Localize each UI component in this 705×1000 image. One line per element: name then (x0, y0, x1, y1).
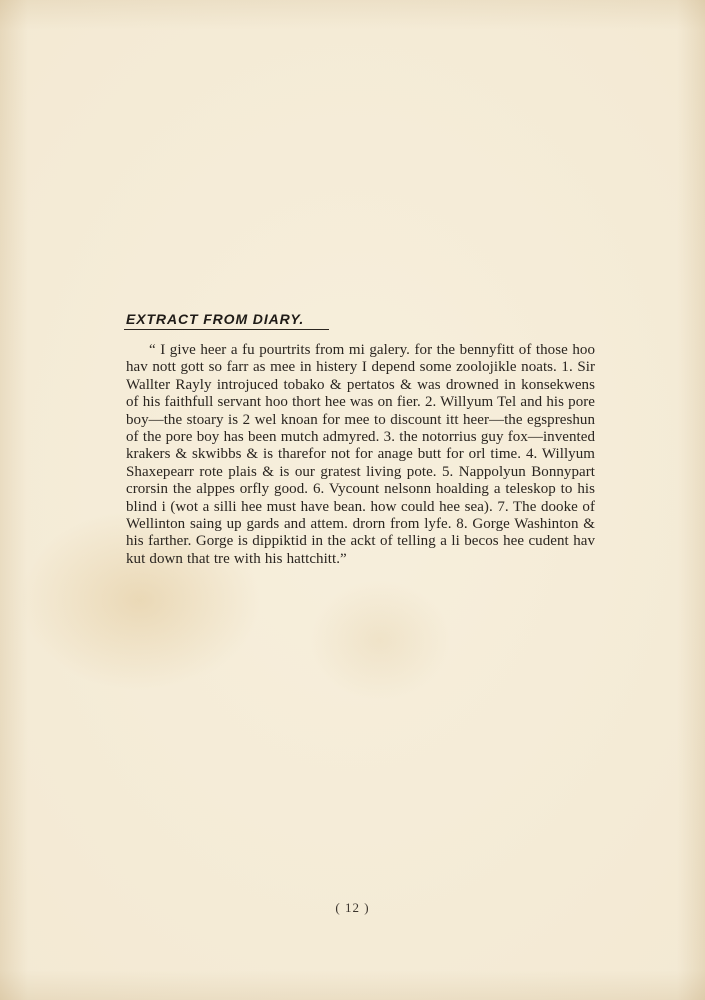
heading-underline (124, 329, 329, 330)
page-number: ( 12 ) (335, 900, 370, 915)
page-heading: EXTRACT FROM DIARY. (126, 311, 305, 327)
diary-extract-text: “ I give heer a fu pourtrits from mi galery. for the bennyfitt of those hoo hav nott gott so farr as mee in histery I depend some zoolojikle noats. 1. Sir Wallter Rayly introjuced tobako & pertatos & was drowned in konsekwens of his faithfull servant hoo thort hee was on fier. 2. Willyum Tel and his pore boy—the stoary is 2 wel knoan for mee to discount itt heer—the egspreshun of the pore boy has been mutch admyred. 3. the notorrius guy fox—invented krakers & skwibbs & is tharefor not for anage butt for orl time. 4. Willyum Shaxepearr rote plais & is our gratest living pote. 5. Nappolyun Bonnypart crorsin the alppes orfly good. 6. Vycount nelsonn hoalding a teleskop to his blind i (wot a silli hee must have bean. how could hee sea). 7. The dooke of Wellinton saing up gards and attem. drorn from lyfe. 8. Gorge Washinton & his farther. Gorge is dippiktid in the ackt of telling a li becos hee cudent hav kut down that tre with his hattchitt.” (126, 342, 595, 567)
